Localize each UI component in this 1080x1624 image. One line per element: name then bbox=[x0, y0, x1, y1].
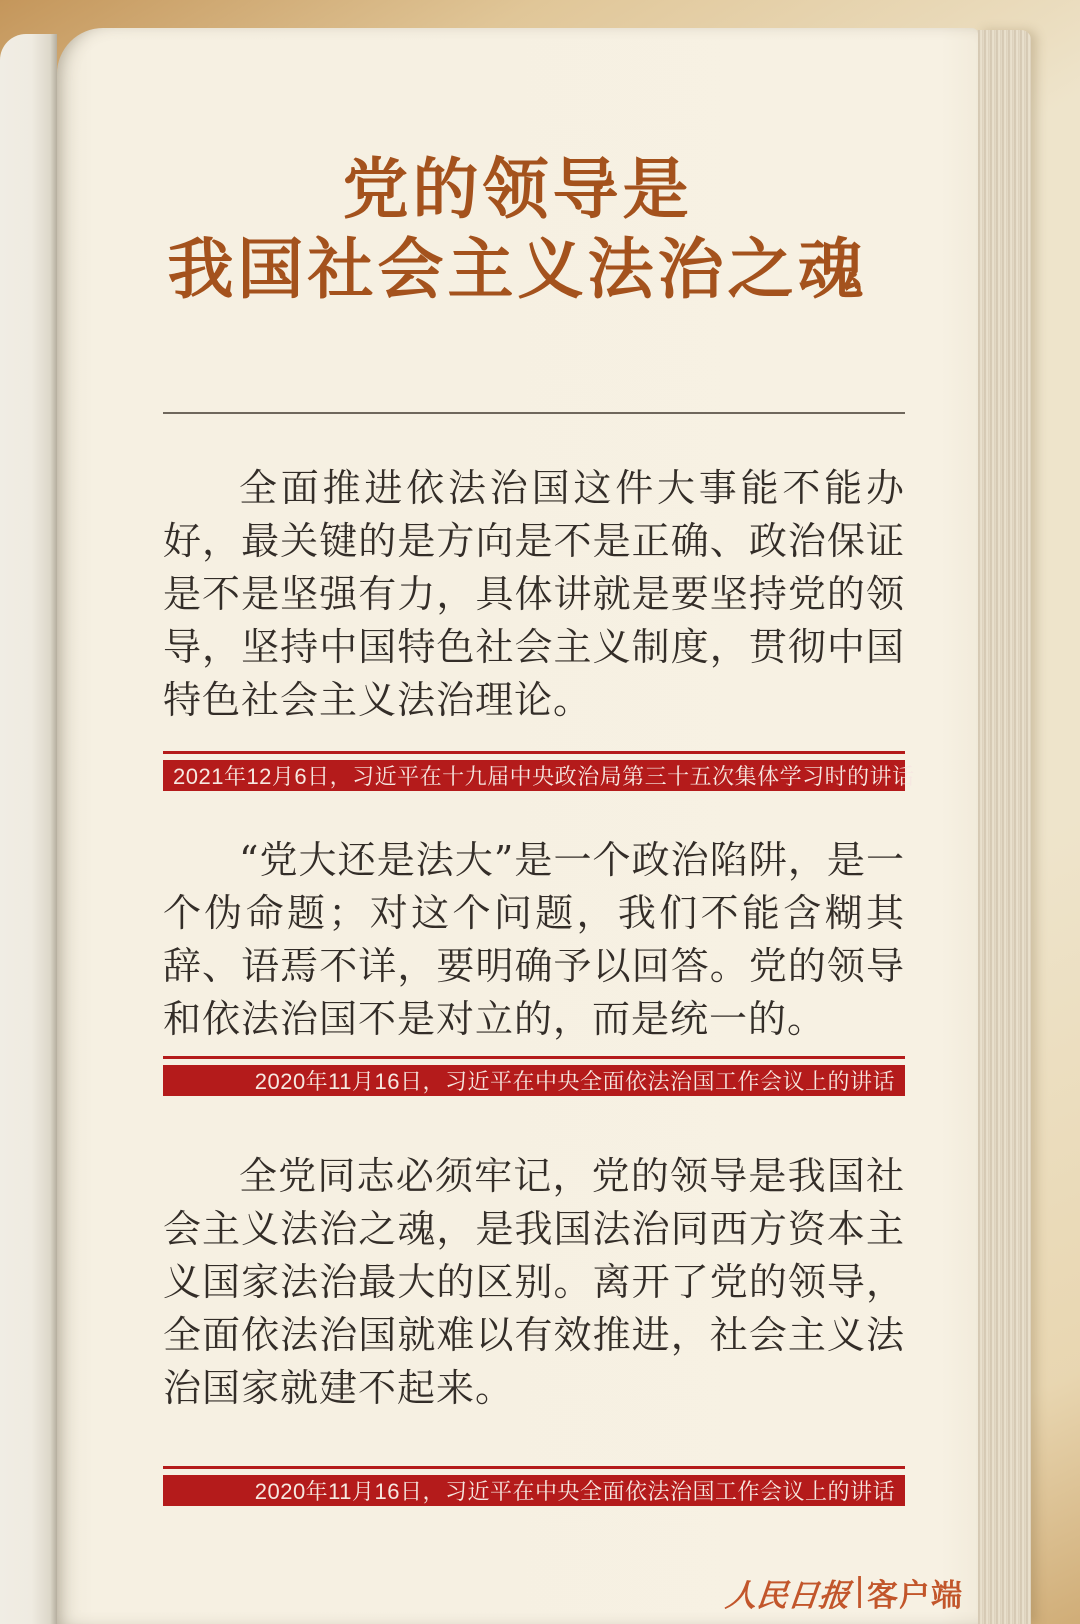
logo-separator: | bbox=[855, 1570, 864, 1609]
page-stack-fore-edge bbox=[977, 30, 1031, 1624]
banner-bar bbox=[163, 1065, 905, 1096]
quote-paragraph-3: 全党同志必须牢记，党的领导是我国社会主义法治之魂，是我国法治同西方资本主义国家法治最大的区别。离开了党的领导，全面依法治国就难以有效推进，社会主义法治国家就建不起来。 bbox=[163, 1154, 905, 1410]
page-title bbox=[57, 150, 978, 310]
left-page-edge bbox=[0, 34, 57, 1624]
peoples-daily-client-logo bbox=[723, 1570, 963, 1614]
quote-paragraph-1: 全面推进依法治国这件大事能不能办好，最关键的是方向是不是正确、政治保证是不是坚强有力，具体讲就是要坚持党的领导，坚持中国特色社会主义制度，贯彻中国特色社会主义法治理论。 bbox=[163, 466, 905, 722]
quote-source-banner-1 bbox=[163, 751, 915, 791]
quote-source-banner-3 bbox=[163, 1466, 905, 1506]
logo-client-label: 客户端 bbox=[867, 1577, 963, 1614]
title-line-1: 党的领导是 bbox=[342, 151, 693, 228]
banner-bar bbox=[163, 1475, 905, 1506]
banner-top-rule bbox=[163, 1466, 905, 1469]
quote-source-banner-2 bbox=[163, 1056, 905, 1096]
banner-bar bbox=[163, 760, 915, 791]
banner-top-rule bbox=[163, 751, 905, 754]
quote-source-label-3: 2020年11月16日，习近平在中央全面依法治国工作会议上的讲话 bbox=[254, 1479, 895, 1504]
peoples-daily-masthead: 人民日报 bbox=[723, 1577, 852, 1614]
quote-source-label-1: 2021年12月6日，习近平在十九届中央政治局第三十五次集体学习时的讲话 bbox=[173, 764, 915, 789]
quote-paragraph-2: “党大还是法大”是一个政治陷阱，是一个伪命题；对这个问题，我们不能含糊其辞、语焉不详，要明确予以回答。党的领导和依法治国不是对立的，而是统一的。 bbox=[163, 838, 905, 1041]
title-line-2: 我国社会主义法治之魂 bbox=[167, 231, 868, 308]
title-divider bbox=[163, 412, 905, 414]
quote-source-label-2: 2020年11月16日，习近平在中央全面依法治国工作会议上的讲话 bbox=[254, 1069, 895, 1094]
banner-top-rule bbox=[163, 1056, 905, 1059]
book-page bbox=[57, 28, 978, 1624]
